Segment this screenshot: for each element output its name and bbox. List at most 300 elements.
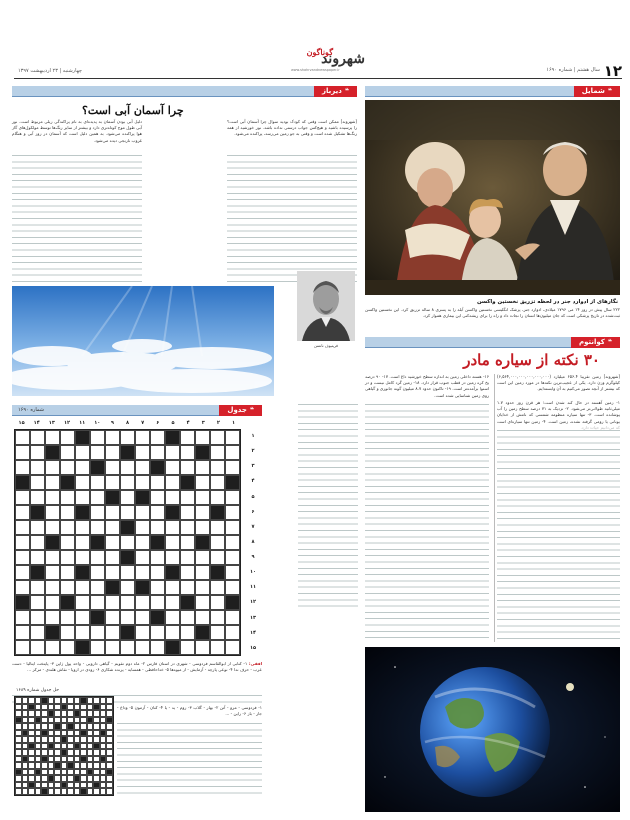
crossword-cell[interactable] <box>105 610 120 625</box>
crossword-cell[interactable] <box>195 580 210 595</box>
crossword-block <box>210 505 225 520</box>
crossword-block <box>30 505 45 520</box>
crossword-cell[interactable] <box>15 625 30 640</box>
crossword-cell[interactable] <box>30 430 45 445</box>
crossword-cell[interactable] <box>165 610 180 625</box>
shomail-label: شمایل <box>581 86 605 95</box>
crossword-cell[interactable] <box>225 445 240 460</box>
crossword-cell[interactable] <box>165 535 180 550</box>
crossword-cell[interactable] <box>60 460 75 475</box>
crossword-cell[interactable] <box>150 625 165 640</box>
crossword-block <box>75 565 90 580</box>
crossword-block <box>105 490 120 505</box>
crossword-clues <box>12 661 262 691</box>
crossword-cell[interactable] <box>120 535 135 550</box>
crossword-cell[interactable] <box>210 625 225 640</box>
quantum-section <box>365 337 620 812</box>
crossword-row-number: ۱۳ <box>249 614 257 621</box>
crossword-cell[interactable] <box>60 550 75 565</box>
crossword-cell[interactable] <box>45 430 60 445</box>
crossword-block <box>90 460 105 475</box>
crossword-cell[interactable] <box>30 520 45 535</box>
crossword-cell[interactable] <box>15 640 30 655</box>
crossword-cell[interactable] <box>120 505 135 520</box>
crossword-block <box>90 610 105 625</box>
crossword-cell[interactable] <box>135 550 150 565</box>
crossword-block <box>165 430 180 445</box>
crossword-cell[interactable] <box>135 625 150 640</box>
crossword-cell[interactable] <box>165 475 180 490</box>
crossword-cell[interactable] <box>135 610 150 625</box>
crossword-cell[interactable] <box>210 475 225 490</box>
quantum-left-col-fill <box>365 400 489 643</box>
crossword-cell[interactable] <box>15 550 30 565</box>
crossword-cell[interactable] <box>105 535 120 550</box>
crossword-block <box>180 475 195 490</box>
crossword-block <box>165 565 180 580</box>
crossword-cell[interactable] <box>90 475 105 490</box>
crossword-cell[interactable] <box>120 640 135 655</box>
crossword-cell[interactable] <box>30 460 45 475</box>
crossword-cell[interactable] <box>180 565 195 580</box>
clues-text: ۱- کتابی از ابوالقاسم فردوسی - شهری در استان فارس ۲- ماه دوم تقویم - گیاهی دارویی - واحد پول ژاپن ۳- پایتخت ایتالیا - دست عرب - حرف ندا ۴- نوعی پارچه - آزمایش - از میوه‌ها ۵- خداحافظی - همسایه - پرنده شکاری ۶- رودی در اروپا - نقاش هلندی - مرکز ... <box>12 661 262 673</box>
crossword-col-number: ۳ <box>201 420 205 426</box>
crossword-cell[interactable] <box>45 640 60 655</box>
crossword-cell[interactable] <box>75 580 90 595</box>
crossword-cell[interactable] <box>75 595 90 610</box>
crossword-tag <box>219 405 262 416</box>
crossword-cell[interactable] <box>150 595 165 610</box>
crossword-cell[interactable] <box>30 625 45 640</box>
crossword-cell[interactable] <box>60 625 75 640</box>
crossword-cell[interactable] <box>150 550 165 565</box>
crossword-cell[interactable] <box>180 460 195 475</box>
dirbaz-body-right: [شهروند] ممکن است وقتی که کودک بودید سوال چرا آسمان آبی است؟ را پرسیده باشید و هیچ‌کس جواب درستی نداده باشد. نور خورشید از همه رنگ‌ها تشکیل شده است و وقتی به جو زمین می‌رسد، پراکنده می‌شود. <box>227 119 357 137</box>
crossword-cell[interactable] <box>195 595 210 610</box>
crossword-cell[interactable] <box>225 580 240 595</box>
date-line: چهارشنبه | ۲۳ اردیبهشت ۱۳۹۷ <box>18 68 83 74</box>
crossword-cell[interactable] <box>90 565 105 580</box>
crossword-cell <box>106 788 113 795</box>
crossword-cell[interactable] <box>105 565 120 580</box>
crossword-cell[interactable] <box>165 625 180 640</box>
crossword-col-number: ۶ <box>156 420 160 426</box>
crossword-cell[interactable] <box>180 640 195 655</box>
shomail-section <box>365 86 620 330</box>
dirbaz-left-fill <box>12 151 142 286</box>
crossword-row-number: ۴ <box>251 478 255 485</box>
crossword-block <box>165 505 180 520</box>
crossword-cell[interactable] <box>60 520 75 535</box>
crossword-row-number: ۱۵ <box>249 644 257 651</box>
crossword-cell[interactable] <box>30 445 45 460</box>
crossword-row-number: ۷ <box>251 523 255 530</box>
crossword-block <box>105 580 120 595</box>
crossword-cell[interactable] <box>135 640 150 655</box>
crossword-cell[interactable] <box>15 460 30 475</box>
crossword-cell[interactable] <box>90 640 105 655</box>
crossword-block <box>30 565 45 580</box>
crossword-block <box>60 475 75 490</box>
crossword-col-number: ۵ <box>171 420 175 426</box>
crossword-block <box>180 595 195 610</box>
crossword-cell[interactable] <box>135 460 150 475</box>
quantum-right-col-fill <box>497 426 620 643</box>
logo-small: گوناگون <box>306 47 333 57</box>
crossword-cell[interactable] <box>90 445 105 460</box>
quantum-title: ۳۰ نکته از سیاره مادر <box>463 351 600 369</box>
crossword-cell[interactable] <box>195 520 210 535</box>
crossword-cell[interactable] <box>15 445 30 460</box>
dirbaz-body-left: دلیل آبی بودن آسمان به پدیده‌ای به نام پراکندگی ریلی مربوط است. نور آبی طول موج کوتاه‌تری دارد و بیشتر از سایر رنگ‌ها توسط مولکول‌های گاز هوا پراکنده می‌شود. به همین دلیل است که آسمان در روز آبی و هنگام غروب نارنجی دیده می‌شود. <box>12 119 142 143</box>
crossword-cell[interactable] <box>105 550 120 565</box>
crossword-cell[interactable] <box>105 595 120 610</box>
crossword-cell[interactable] <box>90 580 105 595</box>
crossword-cell[interactable] <box>135 445 150 460</box>
crossword-cell[interactable] <box>15 430 30 445</box>
crossword-cell[interactable] <box>105 475 120 490</box>
crossword-cell[interactable] <box>45 520 60 535</box>
crossword-cell[interactable] <box>210 460 225 475</box>
crossword-block <box>150 610 165 625</box>
quantum-tag <box>571 337 620 348</box>
crossword-cell[interactable] <box>225 490 240 505</box>
crossword-cell[interactable] <box>210 520 225 535</box>
crossword-cell[interactable] <box>60 535 75 550</box>
crossword-row-numbers <box>244 429 262 656</box>
crossword-cell[interactable] <box>210 595 225 610</box>
crossword-cell[interactable] <box>150 475 165 490</box>
crossword-cell[interactable] <box>60 505 75 520</box>
crossword-cell[interactable] <box>225 430 240 445</box>
dirbaz-section <box>12 86 357 398</box>
crossword-block <box>120 445 135 460</box>
crossword-cell[interactable] <box>225 520 240 535</box>
crossword-cell[interactable] <box>135 535 150 550</box>
crossword-cell[interactable] <box>150 430 165 445</box>
crossword-block <box>150 460 165 475</box>
crossword-cell[interactable] <box>225 460 240 475</box>
crossword-cell[interactable] <box>225 640 240 655</box>
crossword-cell[interactable] <box>75 625 90 640</box>
crossword-block <box>60 595 75 610</box>
crossword-cell[interactable] <box>150 505 165 520</box>
crossword-cell[interactable] <box>120 610 135 625</box>
crossword-cell[interactable] <box>210 445 225 460</box>
crossword-block <box>150 535 165 550</box>
crossword-cell[interactable] <box>225 505 240 520</box>
dirbaz-label: دیرباز <box>322 86 342 95</box>
crossword-cell[interactable] <box>165 580 180 595</box>
portrait-frame <box>297 271 355 348</box>
crossword-cell[interactable] <box>60 445 75 460</box>
crossword-cell[interactable] <box>60 430 75 445</box>
clues-title: افقی: <box>248 661 263 666</box>
shomail-caption: نگارهای از ادوارد جنر در لحظه تزریق نخستین واکسن <box>476 299 618 305</box>
page-header <box>0 0 630 88</box>
crossword-cell[interactable] <box>30 490 45 505</box>
crossword-cell[interactable] <box>45 505 60 520</box>
crossword-row-number: ۱۰ <box>249 569 257 576</box>
crossword-cell[interactable] <box>120 580 135 595</box>
crossword-cell[interactable] <box>135 520 150 535</box>
crossword-col-number: ۹ <box>110 420 114 426</box>
answer-grid <box>14 696 114 796</box>
crossword-cell[interactable] <box>210 610 225 625</box>
crossword-cell[interactable] <box>180 580 195 595</box>
portrait-caption: فریتیوف نانسن <box>314 343 338 348</box>
logo-url: www.shahrvandnewspaper.ir <box>291 68 340 72</box>
dirbaz-tag <box>314 86 357 97</box>
crossword-cell[interactable] <box>105 505 120 520</box>
crossword-cell[interactable] <box>45 565 60 580</box>
crossword-cell[interactable] <box>135 505 150 520</box>
crossword-cell[interactable] <box>105 460 120 475</box>
crossword-block <box>225 595 240 610</box>
crossword-cell[interactable] <box>210 550 225 565</box>
crossword-cell[interactable] <box>195 610 210 625</box>
crossword-cell[interactable] <box>210 535 225 550</box>
crossword-cell[interactable] <box>150 520 165 535</box>
crossword-cell[interactable] <box>165 490 180 505</box>
crossword-col-number: ۱۱ <box>79 420 86 426</box>
crossword-cell[interactable] <box>180 520 195 535</box>
crossword-cell[interactable] <box>45 460 60 475</box>
crossword-cell[interactable] <box>225 535 240 550</box>
crossword-cell[interactable] <box>120 595 135 610</box>
quantum-left-col: ۱۶- هسته داخلی زمین به اندازه سطح خورشید داغ است. ۱۷- ۹۰ درصد یخ کره زمین در قطب جنوب قرار دارد. ۱۸- زمین گرد کامل نیست و در استوا برآمده‌تر است. ۱۹- تاکنون حدود ۸.۷ میلیون گونه جانوری و گیاهی روی زمین شناسایی شده است. <box>365 374 489 398</box>
crossword-row-number: ۹ <box>251 554 255 560</box>
crossword-col-number: ۸ <box>126 420 130 426</box>
crossword-block <box>45 535 60 550</box>
crossword-cell[interactable] <box>45 490 60 505</box>
crossword-col-number: ۱۵ <box>18 420 25 426</box>
crossword-block <box>75 505 90 520</box>
crossword-block <box>15 475 30 490</box>
crossword-cell[interactable] <box>195 640 210 655</box>
crossword-cell[interactable] <box>225 550 240 565</box>
crossword-cell[interactable] <box>60 490 75 505</box>
crossword-cell[interactable] <box>210 580 225 595</box>
crossword-cell[interactable] <box>30 580 45 595</box>
crossword-block <box>210 565 225 580</box>
crossword-block <box>135 490 150 505</box>
crossword-cell[interactable] <box>120 565 135 580</box>
crossword-cell[interactable] <box>180 430 195 445</box>
crossword-cell[interactable] <box>150 580 165 595</box>
crossword-cell[interactable] <box>105 625 120 640</box>
crossword-cell[interactable] <box>75 460 90 475</box>
crossword-cell[interactable] <box>30 475 45 490</box>
crossword-cell[interactable] <box>45 595 60 610</box>
crossword-cell[interactable] <box>15 580 30 595</box>
crossword-cell[interactable] <box>150 565 165 580</box>
doctor-face <box>543 144 587 196</box>
crossword-cell[interactable] <box>15 565 30 580</box>
crossword-cell[interactable] <box>180 610 195 625</box>
crossword-cell[interactable] <box>180 490 195 505</box>
crossword-cell[interactable] <box>165 445 180 460</box>
crossword-block <box>45 445 60 460</box>
crossword-row-number: ۳ <box>251 463 255 470</box>
crossword-block <box>90 535 105 550</box>
crossword-cell[interactable] <box>45 610 60 625</box>
crossword-cell[interactable] <box>120 490 135 505</box>
dirbaz-title: چرا آسمان آبی است؟ <box>82 104 184 117</box>
crossword-cell[interactable] <box>105 520 120 535</box>
quantum-header <box>365 337 620 348</box>
crossword-cell[interactable] <box>75 490 90 505</box>
crossword-cell[interactable] <box>105 640 120 655</box>
crossword-cell[interactable] <box>30 610 45 625</box>
crossword-col-number: ۷ <box>141 420 145 426</box>
crossword-cell[interactable] <box>90 625 105 640</box>
sun-flare <box>566 683 574 691</box>
crossword-col-number: ۱۰ <box>94 420 101 426</box>
crossword-cell[interactable] <box>15 505 30 520</box>
crossword-cell[interactable] <box>90 430 105 445</box>
crossword-cell[interactable] <box>30 535 45 550</box>
crossword-cell[interactable] <box>90 520 105 535</box>
crossword-cell[interactable] <box>90 595 105 610</box>
crossword-cell[interactable] <box>105 445 120 460</box>
crossword-cell[interactable] <box>15 520 30 535</box>
crossword-block <box>165 640 180 655</box>
crossword-grid[interactable] <box>14 429 241 656</box>
crossword-cell[interactable] <box>210 490 225 505</box>
crossword-cell[interactable] <box>180 535 195 550</box>
crossword-cell[interactable] <box>75 520 90 535</box>
crossword-block <box>45 625 60 640</box>
vaccination-painting <box>365 100 620 295</box>
answer-title: حل جدول شماره ۱۶۸۹ <box>16 688 60 693</box>
crossword-cell[interactable] <box>150 445 165 460</box>
crossword-cell[interactable] <box>135 430 150 445</box>
sky-clouds-image <box>12 286 274 396</box>
crossword-cell[interactable] <box>45 580 60 595</box>
crossword-block <box>195 625 210 640</box>
crossword-cell[interactable] <box>225 565 240 580</box>
crossword-cell[interactable] <box>120 460 135 475</box>
crossword-cell[interactable] <box>120 475 135 490</box>
crossword-cell[interactable] <box>195 430 210 445</box>
crossword-cell[interactable] <box>210 640 225 655</box>
crossword-cell[interactable] <box>165 550 180 565</box>
crossword-cell[interactable] <box>15 535 30 550</box>
crossword-col-number: ۱۴ <box>33 420 40 426</box>
crossword-row-number: ۶ <box>251 508 255 515</box>
crossword-block <box>195 535 210 550</box>
crossword-cell[interactable] <box>75 610 90 625</box>
crossword-cell[interactable] <box>180 550 195 565</box>
crossword-cell[interactable] <box>75 475 90 490</box>
crossword-cell[interactable] <box>195 505 210 520</box>
crossword-block <box>120 625 135 640</box>
crossword-cell[interactable] <box>60 580 75 595</box>
quote-icon: ❝ <box>607 337 612 346</box>
crossword-cell[interactable] <box>135 595 150 610</box>
crossword-col-number: ۲ <box>216 420 220 426</box>
crossword-cell[interactable] <box>165 595 180 610</box>
crossword-cell[interactable] <box>180 445 195 460</box>
crossword-cell[interactable] <box>90 550 105 565</box>
crossword-cell[interactable] <box>15 490 30 505</box>
crossword-cell[interactable] <box>60 565 75 580</box>
crossword-cell[interactable] <box>45 475 60 490</box>
crossword-cell[interactable] <box>30 640 45 655</box>
answer-text: ۱- فردوسی - مرو - آتن ۲- بهار - گلاب ۳- روم - ید - یا ۴- کتان - آزمون ۵- وداع - جار - باز ۶- راین - ... <box>117 705 263 717</box>
crossword-cell[interactable] <box>135 475 150 490</box>
crossword-cell[interactable] <box>150 490 165 505</box>
crossword-row-number: ۱۴ <box>249 629 257 636</box>
quantum-label: کوانتوم <box>579 337 605 346</box>
crossword-cell[interactable] <box>30 595 45 610</box>
crossword-cell[interactable] <box>225 625 240 640</box>
logo-big: شهروند <box>321 51 365 67</box>
crossword-cell[interactable] <box>195 460 210 475</box>
crossword-col-number: ۱ <box>232 420 236 426</box>
crossword-cell[interactable] <box>75 550 90 565</box>
crossword-cell[interactable] <box>60 610 75 625</box>
woman-face <box>417 168 453 208</box>
crossword-section <box>12 405 262 810</box>
puzzle-number: شماره ۱۶۹۰ <box>18 407 44 413</box>
crossword-cell[interactable] <box>75 445 90 460</box>
crossword-cell[interactable] <box>90 490 105 505</box>
crossword-cell[interactable] <box>210 430 225 445</box>
crossword-cell[interactable] <box>105 430 120 445</box>
portrait-photo <box>297 271 355 341</box>
crossword-row-number: ۵ <box>251 493 255 500</box>
answer-fill <box>117 719 262 797</box>
crossword-cell[interactable] <box>165 460 180 475</box>
crossword-cell[interactable] <box>150 640 165 655</box>
crossword-cell[interactable] <box>225 610 240 625</box>
crossword-cell[interactable] <box>195 490 210 505</box>
crossword-cell[interactable] <box>60 640 75 655</box>
crossword-cell[interactable] <box>195 565 210 580</box>
earth-image <box>365 647 620 812</box>
shomail-tag <box>574 86 620 97</box>
crossword-cell[interactable] <box>45 550 60 565</box>
crossword-block <box>135 580 150 595</box>
crossword-cell[interactable] <box>180 625 195 640</box>
center-column-text <box>298 400 358 610</box>
earth-globe <box>420 667 550 797</box>
quote-icon: ❝ <box>344 86 349 95</box>
crossword-cell[interactable] <box>30 550 45 565</box>
crossword-cell[interactable] <box>195 550 210 565</box>
crossword-block <box>75 640 90 655</box>
crossword-header <box>12 405 262 416</box>
crossword-cell[interactable] <box>15 610 30 625</box>
crossword-row-number: ۲ <box>251 448 255 455</box>
dirbaz-header <box>12 86 357 97</box>
crossword-row-number: ۱۲ <box>249 599 257 606</box>
quantum-right-col: ۱- زمین آهسته در حال کند شدن است؛ هر قرن روز حدود ۱.۷ میلی‌ثانیه طولانی‌تر می‌شود. ۲- نزدیک به ۷۱ درصد سطح زمین را آب پوشانده است. ۳- تنها سیاره منظومه شمسی که نامش از خدایان یونانی یا رومی گرفته نشده، زمین است. ۴- زمین تنها سیاره‌ای است <box>497 400 621 424</box>
crossword-cell[interactable] <box>165 520 180 535</box>
dirbaz-right-fill <box>227 151 357 286</box>
crossword-cell[interactable] <box>195 475 210 490</box>
crossword-block <box>120 550 135 565</box>
crossword-cell[interactable] <box>120 430 135 445</box>
issue-info: سال هشتم | شماره ۱۶۹۰ <box>546 67 600 73</box>
crossword-cell[interactable] <box>75 535 90 550</box>
crossword-cell[interactable] <box>180 505 195 520</box>
quote-icon: ❝ <box>249 405 254 414</box>
crossword-cell[interactable] <box>135 565 150 580</box>
crossword-cell[interactable] <box>90 505 105 520</box>
